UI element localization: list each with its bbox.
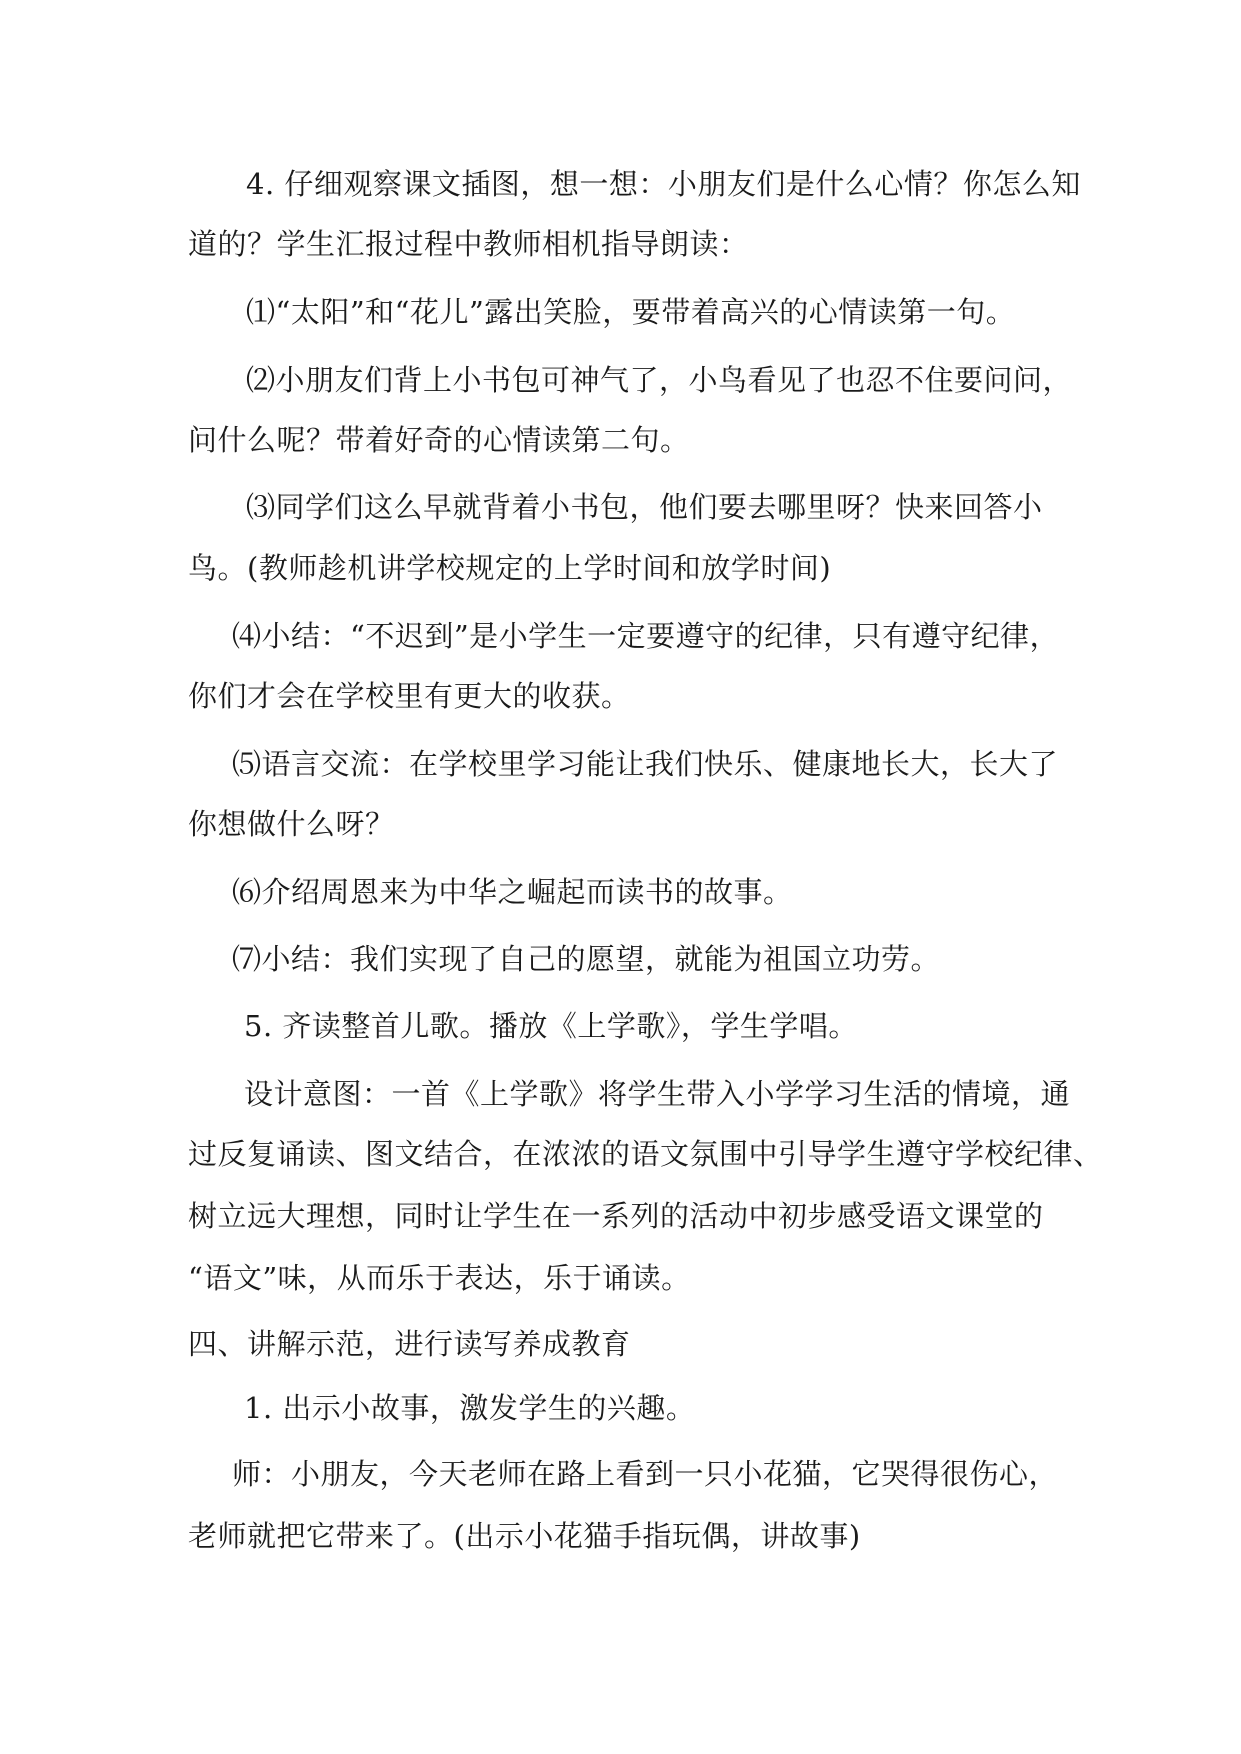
paragraph-line: 4. 仔细观察课文插图，想一想：小朋友们是什么心情？你怎么知 — [246, 167, 1081, 201]
paragraph-line: “语文”味，从而乐于表达，乐于诵读。 — [188, 1261, 691, 1295]
paragraph-line: 问什么呢？带着好奇的心情读第二句。 — [188, 423, 690, 457]
paragraph-line: 你想做什么呀？ — [188, 807, 395, 841]
paragraph-line: 1. 出示小故事，激发学生的兴趣。 — [244, 1391, 696, 1425]
section-heading: 四、讲解示范，进行读写养成教育 — [188, 1327, 631, 1361]
paragraph-line: ⑷小结：“不迟到”是小学生一定要遵守的纪律，只有遵守纪律， — [232, 619, 1060, 653]
paragraph-line: 老师就把它带来了。(出示小花猫手指玩偶，讲故事) — [188, 1519, 861, 1553]
paragraph-line: 设计意图：一首《上学歌》将学生带入小学学习生活的情境，通 — [244, 1077, 1071, 1111]
paragraph-line: 过反复诵读、图文结合，在浓浓的语文氛围中引导学生遵守学校纪律、 — [188, 1137, 1103, 1171]
paragraph-line: ⑹介绍周恩来为中华之崛起而读书的故事。 — [232, 875, 793, 909]
paragraph-line: 5. 齐读整首儿歌。播放《上学歌》，学生学唱。 — [244, 1009, 858, 1043]
paragraph-line: 道的？学生汇报过程中教师相机指导朗读： — [188, 227, 749, 261]
paragraph-line: 师：小朋友，今天老师在路上看到一只小花猫，它哭得很伤心， — [232, 1457, 1059, 1491]
paragraph-line: ⑺小结：我们实现了自己的愿望，就能为祖国立功劳。 — [232, 942, 941, 976]
paragraph-line: ⑶同学们这么早就背着小书包，他们要去哪里呀？快来回答小 — [246, 490, 1043, 524]
paragraph-line: 树立远大理想，同时让学生在一系列的活动中初步感受语文课堂的 — [188, 1199, 1044, 1233]
paragraph-line: 鸟。(教师趁机讲学校规定的上学时间和放学时间) — [188, 551, 832, 585]
paragraph-line: 你们才会在学校里有更大的收获。 — [188, 679, 631, 713]
paragraph-line: ⑵小朋友们背上小书包可神气了，小鸟看见了也忍不住要问问， — [246, 363, 1073, 397]
paragraph-line: ⑸语言交流：在学校里学习能让我们快乐、健康地长大，长大了 — [232, 747, 1059, 781]
paragraph-line: ⑴“太阳”和“花儿”露出笑脸，要带着高兴的心情读第一句。 — [246, 295, 1016, 329]
